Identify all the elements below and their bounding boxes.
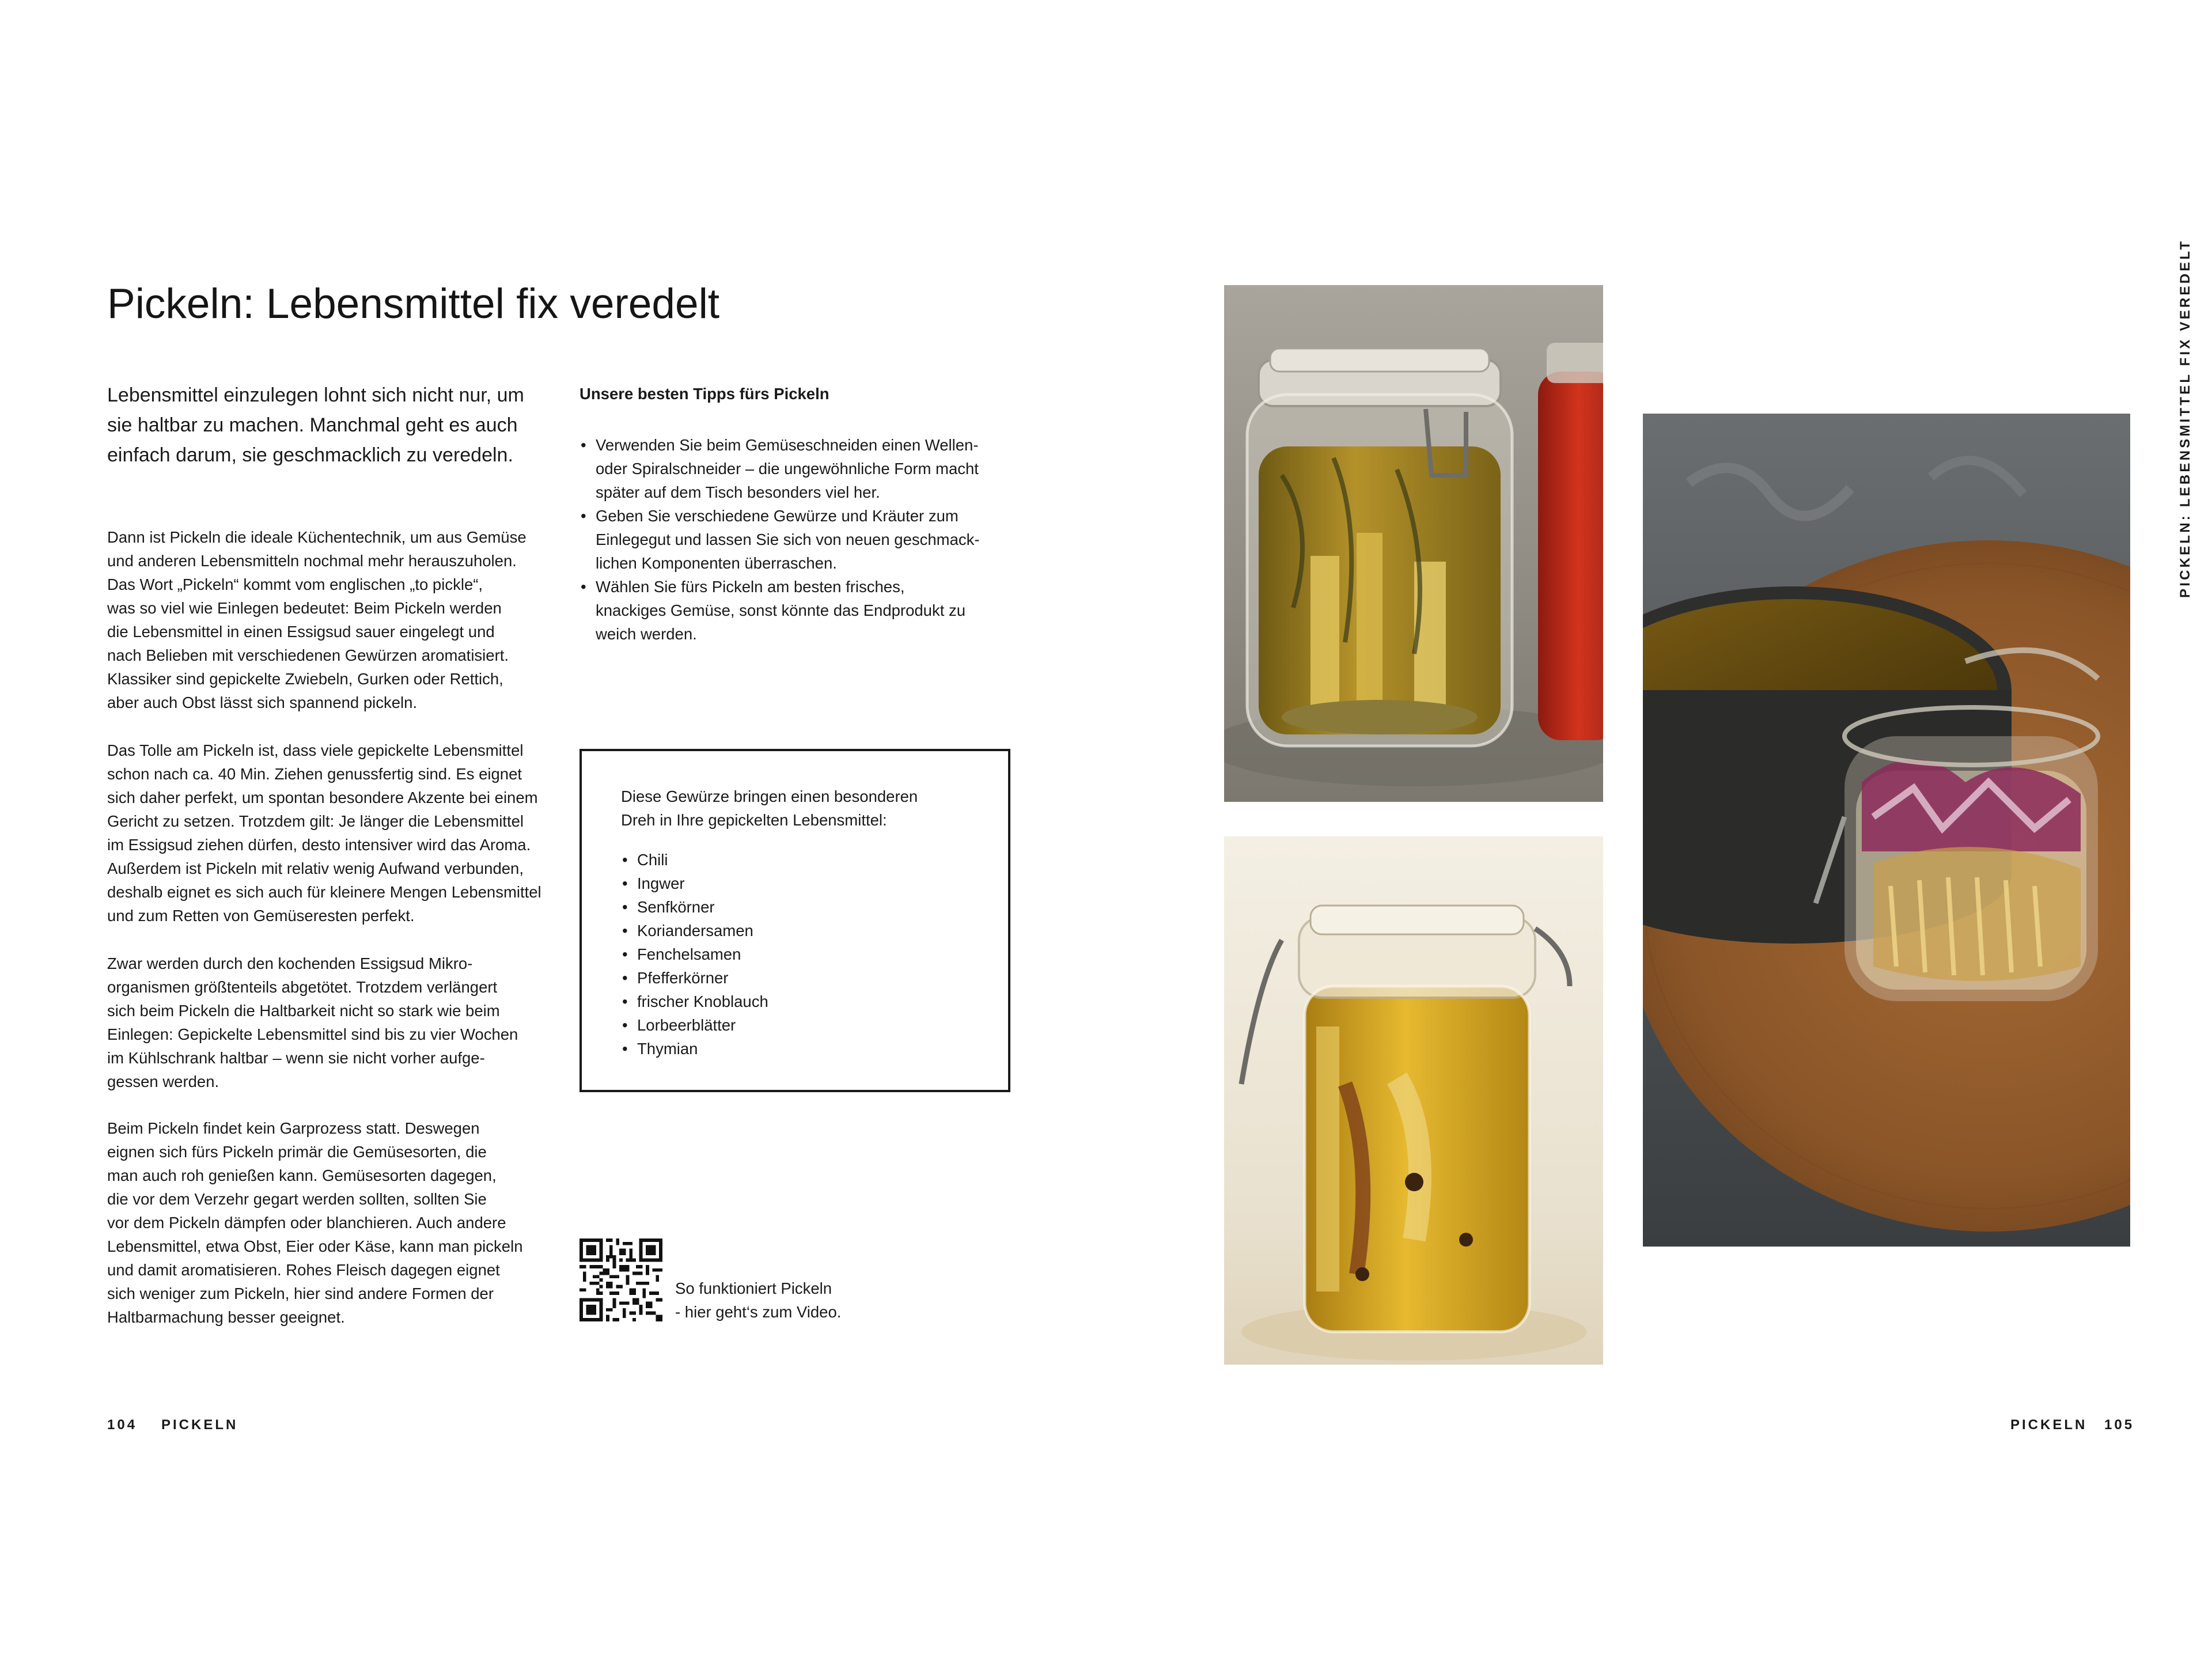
body-line: man auch roh genießen kann. Gemüsesorten dagegen,: [107, 1166, 497, 1184]
spice-item: • Thymian: [621, 1037, 768, 1060]
body-line: Haltbarmachung besser geeignet.: [107, 1308, 345, 1326]
tip-line: • Verwenden Sie beim Gemüseschneiden einen Wellen-: [596, 436, 979, 454]
tip-line: oder Spiralschneider – die ungewöhnliche Form macht: [596, 460, 979, 478]
intro-line: einfach darum, sie geschmacklich zu veredeln.: [107, 444, 513, 466]
body-line: und anderen Lebensmitteln nochmal mehr herauszuholen.: [107, 552, 517, 570]
spice-item: • Pfefferkörner: [621, 966, 768, 990]
spice-box-intro: [621, 785, 918, 832]
section-label-right: PICKELN: [2010, 1417, 2088, 1433]
photo-pot-and-onion-jar: [1643, 414, 2130, 1247]
photo-pickle-jars-top: [1224, 285, 1603, 802]
page-number-right: 105: [2104, 1417, 2135, 1433]
tip-line: • Wählen Sie fürs Pickeln am besten frisches,: [596, 578, 905, 596]
body-line: Zwar werden durch den kochenden Essigsud Mikro-: [107, 955, 473, 972]
qr-caption: [675, 1277, 841, 1324]
body-line: sich beim Pickeln die Haltbarkeit nicht so stark wie beim: [107, 1002, 500, 1020]
spice-item: • Lorbeerblätter: [621, 1013, 768, 1037]
body-line: vor dem Pickeln dämpfen oder blanchieren. Auch andere: [107, 1214, 506, 1232]
body-line: Gericht zu setzen. Trotzdem gilt: Je länger die Lebensmittel: [107, 812, 524, 830]
qr-caption-line: So funktioniert Pickeln: [675, 1279, 832, 1297]
tip-line: später auf dem Tisch besonders viel her.: [596, 483, 880, 501]
body-line: nach Belieben mit verschiedenen Gewürzen aromatisiert.: [107, 646, 509, 664]
body-line: deshalb eignet es sich auch für kleinere Mengen Lebensmittel: [107, 883, 541, 901]
spice-intro-line: Diese Gewürze bringen einen besonderen: [621, 787, 918, 805]
spice-item: • Koriandersamen: [621, 919, 768, 942]
body-line: die Lebensmittel in einen Essigsud sauer eingelegt und: [107, 623, 495, 641]
tip-item: [579, 504, 1029, 575]
photo-pickle-jar-bottom: [1224, 836, 1603, 1365]
running-head: PICKELN: LEBENSMITTEL FIX VEREDELT: [2177, 238, 2193, 598]
body-line: und zum Retten von Gemüseresten perfekt.: [107, 907, 415, 925]
tip-line: lichen Komponenten überraschen.: [596, 554, 837, 572]
body-line: im Essigsud ziehen dürfen, desto intensiver wird das Aroma.: [107, 836, 531, 854]
body-paragraph-1: [107, 525, 556, 714]
spice-item: • Ingwer: [621, 872, 768, 895]
body-paragraph-2: [107, 738, 556, 927]
body-paragraph-3: [107, 952, 556, 1093]
spice-item: • Fenchelsamen: [621, 942, 768, 966]
body-line: und damit aromatisieren. Rohes Fleisch dagegen eignet: [107, 1261, 500, 1279]
body-line: Lebensmittel, etwa Obst, Eier oder Käse, kann man pickeln: [107, 1237, 523, 1255]
body-line: Außerdem ist Pickeln mit relativ wenig Aufwand verbunden,: [107, 859, 524, 877]
tip-line: knackiges Gemüse, sonst könnte das Endprodukt zu: [596, 601, 966, 619]
body-line: eignen sich fürs Pickeln primär die Gemüsesorten, die: [107, 1143, 487, 1161]
body-line: Dann ist Pickeln die ideale Küchentechnik, um aus Gemüse: [107, 528, 527, 546]
body-line: organismen größtenteils abgetötet. Trotzdem verlängert: [107, 978, 498, 996]
spice-item: • Chili: [621, 848, 768, 872]
spice-intro-line: Dreh in Ihre gepickelten Lebensmittel:: [621, 811, 887, 829]
tip-line: Einlegegut und lassen Sie sich von neuen geschmack-: [596, 531, 980, 548]
body-line: was so viel wie Einlegen bedeutet: Beim Pickeln werden: [107, 599, 502, 617]
tip-item: [579, 575, 1029, 646]
body-line: sich weniger zum Pickeln, hier sind andere Formen der: [107, 1285, 494, 1302]
page-number-left: 104: [107, 1417, 138, 1433]
spice-item: • frischer Knoblauch: [621, 990, 768, 1013]
body-line: Klassiker sind gepickelte Zwiebeln, Gurken oder Rettich,: [107, 670, 503, 688]
body-line: die vor dem Verzehr gegart werden sollten, sollten Sie: [107, 1190, 487, 1208]
body-line: gessen werden.: [107, 1073, 219, 1090]
tips-heading: Unsere besten Tipps fürs Pickeln: [579, 385, 830, 403]
spice-list: [621, 848, 768, 1060]
body-line: Das Wort „Pickeln“ kommt vom englischen „to pickle“,: [107, 575, 483, 593]
body-line: schon nach ca. 40 Min. Ziehen genussfertig sind. Es eignet: [107, 765, 522, 783]
tip-line: • Geben Sie verschiedene Gewürze und Kräuter zum: [596, 507, 959, 525]
tip-line: weich werden.: [596, 625, 697, 643]
section-label-left: PICKELN: [161, 1417, 238, 1433]
body-line: Beim Pickeln findet kein Garprozess statt. Deswegen: [107, 1119, 480, 1137]
intro-line: sie haltbar zu machen. Manchmal geht es auch: [107, 414, 518, 436]
body-line: Das Tolle am Pickeln ist, dass viele gepickelte Lebensmittel: [107, 741, 524, 759]
qr-caption-line: - hier geht‘s zum Video.: [675, 1303, 842, 1321]
intro-line: Lebensmittel einzulegen lohnt sich nicht nur, um: [107, 384, 524, 406]
body-paragraph-4: [107, 1116, 556, 1329]
body-line: sich daher perfekt, um spontan besondere Akzente bei einem: [107, 789, 538, 806]
body-line: im Kühlschrank haltbar – wenn sie nicht vorher aufge-: [107, 1049, 485, 1067]
tips-list: [579, 433, 1029, 646]
body-line: Einlegen: Gepickelte Lebensmittel sind bis zu vier Wochen: [107, 1025, 518, 1043]
body-line: aber auch Obst lässt sich spannend pickeln.: [107, 694, 418, 711]
spice-item: • Senfkörner: [621, 895, 768, 919]
qr-code-icon[interactable]: [579, 1238, 662, 1321]
intro-paragraph: [107, 380, 556, 470]
page-title: Pickeln: Lebensmittel fix veredelt: [107, 281, 720, 327]
tip-item: [579, 433, 1029, 504]
